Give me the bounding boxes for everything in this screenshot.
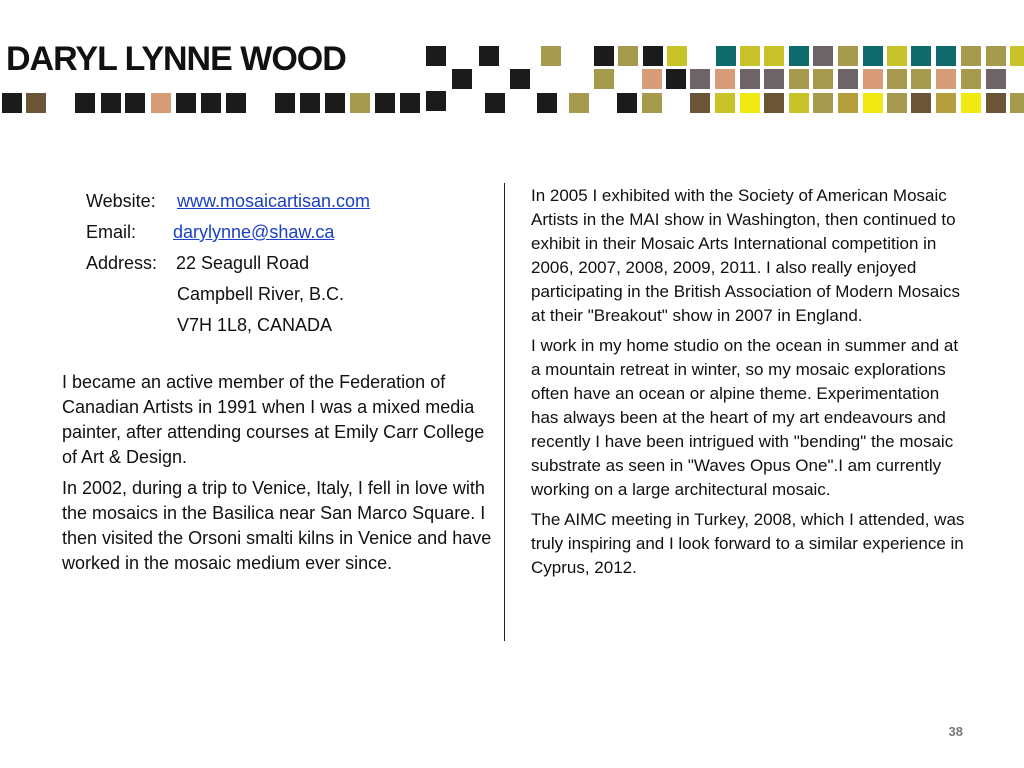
- address-row: [86, 248, 370, 279]
- mosaic-tile: [594, 69, 614, 89]
- mosaic-tile: [986, 93, 1006, 113]
- mosaic-tile: [764, 46, 784, 66]
- address-line-2-row: [86, 279, 370, 310]
- email-label: Email:: [86, 222, 137, 242]
- mosaic-tile: [537, 93, 557, 113]
- contact-block: [86, 186, 370, 341]
- mosaic-tile: [1010, 46, 1024, 66]
- mosaic-tile: [838, 69, 858, 89]
- mosaic-tile: [813, 93, 833, 113]
- mosaic-tile: [838, 93, 858, 113]
- mosaic-tile: [740, 69, 760, 89]
- mosaic-tile: [936, 46, 956, 66]
- mosaic-tile: [375, 93, 395, 113]
- mosaic-tile: [325, 93, 345, 113]
- mosaic-tile: [226, 93, 246, 113]
- paragraph: The AIMC meeting in Turkey, 2008, which I attended, was truly inspiring and I look forward to a similar experience in Cyprus, 2012.: [531, 510, 965, 577]
- mosaic-tile: [667, 46, 687, 66]
- mosaic-tile: [75, 93, 95, 113]
- paragraph: In 2002, during a trip to Venice, Italy, I fell in love with the mosaics in the Basilica near San Marco Square. I then visited the Orsoni smalti kilns in Venice and have worked in the mosaic medium ever since.: [62, 478, 492, 573]
- email-row: [86, 217, 370, 248]
- mosaic-tile: [642, 93, 662, 113]
- mosaic-tile: [986, 46, 1006, 66]
- mosaic-tile: [300, 93, 320, 113]
- mosaic-tile: [740, 46, 760, 66]
- paragraph: I work in my home studio on the ocean in summer and at a mountain retreat in winter, so my mosaic explorations often have an ocean or alpine theme. Experimentation has always been at the heart of my art endeavours and recently I have been intrigued with "bending" the mosaic substrate as seen in "Waves Opus One".I am currently working on a large architectural mosaic.: [531, 336, 959, 499]
- left-column: [62, 370, 492, 582]
- mosaic-tile: [541, 46, 561, 66]
- mosaic-tile: [936, 69, 956, 89]
- column-divider: [504, 183, 505, 641]
- mosaic-tile: [716, 46, 736, 66]
- mosaic-tile: [789, 46, 809, 66]
- mosaic-tile: [715, 69, 735, 89]
- mosaic-tile: [201, 93, 221, 113]
- page-title: DARYL LYNNE WOOD: [6, 40, 346, 78]
- mosaic-tile: [400, 93, 420, 113]
- mosaic-tile: [911, 93, 931, 113]
- mosaic-tile: [485, 93, 505, 113]
- mosaic-tile: [642, 69, 662, 89]
- mosaic-tile: [911, 69, 931, 89]
- address-label: Address:: [86, 253, 158, 273]
- address-line: Campbell River, B.C.: [177, 284, 345, 304]
- mosaic-tile: [569, 93, 589, 113]
- mosaic-tile: [764, 93, 784, 113]
- mosaic-tile: [176, 93, 196, 113]
- mosaic-tile: [911, 46, 931, 66]
- mosaic-tile: [936, 93, 956, 113]
- mosaic-tile: [715, 93, 735, 113]
- mosaic-tile: [740, 93, 760, 113]
- mosaic-tile: [101, 93, 121, 113]
- website-link[interactable]: www.mosaicartisan.com: [177, 191, 371, 211]
- mosaic-tile: [26, 93, 46, 113]
- mosaic-tile: [961, 69, 981, 89]
- mosaic-tile: [863, 93, 883, 113]
- website-row: [86, 186, 370, 217]
- mosaic-tile: [1010, 93, 1024, 113]
- address-line-3-row: [86, 310, 370, 341]
- mosaic-tile: [510, 69, 530, 89]
- address-line: 22 Seagull Road: [176, 253, 310, 273]
- mosaic-tile: [764, 69, 784, 89]
- mosaic-tile: [617, 93, 637, 113]
- website-label: Website:: [86, 191, 156, 211]
- page-number: 38: [948, 724, 963, 739]
- mosaic-tile: [643, 46, 663, 66]
- mosaic-tile: [151, 93, 171, 113]
- mosaic-tile: [813, 46, 833, 66]
- mosaic-tile: [863, 46, 883, 66]
- mosaic-tile: [690, 93, 710, 113]
- mosaic-tile: [986, 69, 1006, 89]
- paragraph: I became an active member of the Federation of Canadian Artists in 1991 when I was a mixed media painter, after attending courses at Emily Carr College of Art & Design.: [62, 372, 485, 467]
- mosaic-tile: [813, 69, 833, 89]
- mosaic-tile: [789, 69, 809, 89]
- right-column: [531, 184, 971, 586]
- mosaic-tile: [350, 93, 370, 113]
- mosaic-tile: [789, 93, 809, 113]
- mosaic-tile: [426, 46, 446, 66]
- mosaic-tile: [594, 46, 614, 66]
- mosaic-tile: [275, 93, 295, 113]
- email-link[interactable]: darylynne@shaw.ca: [173, 222, 335, 242]
- mosaic-tile: [887, 93, 907, 113]
- mosaic-tile: [618, 46, 638, 66]
- mosaic-tile: [690, 69, 710, 89]
- mosaic-tile: [863, 69, 883, 89]
- mosaic-tile: [426, 91, 446, 111]
- mosaic-tile: [961, 46, 981, 66]
- mosaic-tile: [2, 93, 22, 113]
- mosaic-tile: [838, 46, 858, 66]
- mosaic-tile: [125, 93, 145, 113]
- mosaic-tile: [666, 69, 686, 89]
- mosaic-tile: [887, 69, 907, 89]
- mosaic-tile: [887, 46, 907, 66]
- mosaic-tile: [452, 69, 472, 89]
- mosaic-tile: [961, 93, 981, 113]
- address-line: V7H 1L8, CANADA: [177, 315, 333, 335]
- mosaic-tile: [479, 46, 499, 66]
- paragraph: In 2005 I exhibited with the Society of American Mosaic Artists in the MAI show in Washington, then continued to exhibit in their Mosaic Arts International competition in 2006, 2007, 2008, 2009, 2011. I also really enjoyed participating in the British Association of Modern Mosaics at their "Breakout" show in 2007 in England.: [531, 186, 960, 325]
